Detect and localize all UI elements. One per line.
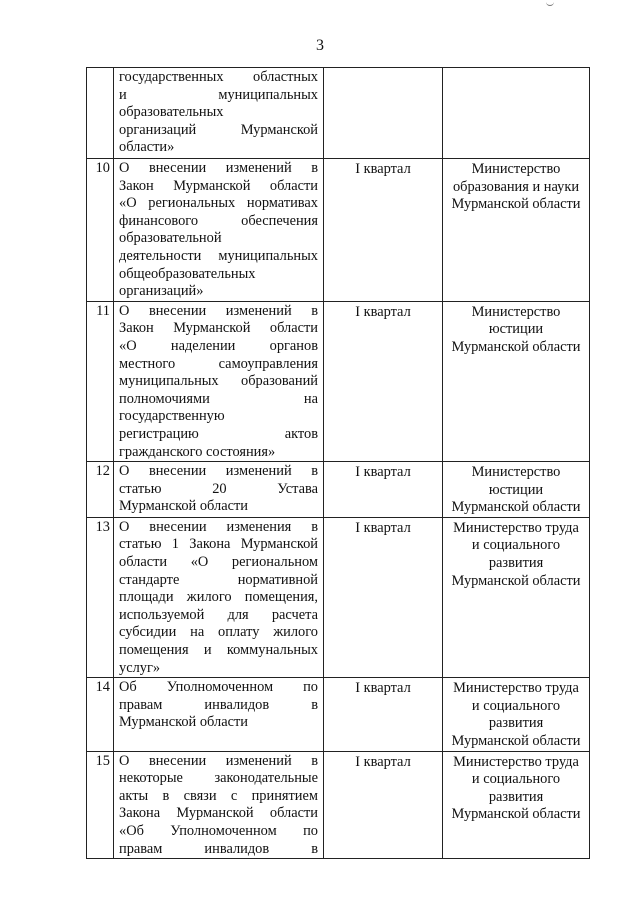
responsible-cell bbox=[443, 678, 590, 751]
bill-title-line: помещения и коммунальных bbox=[119, 642, 318, 659]
bill-title-cell bbox=[114, 678, 324, 751]
bill-title-line: субсидии на оплату жилого bbox=[119, 624, 318, 641]
bill-title-cell bbox=[114, 751, 324, 859]
deadline-cell: I квартал bbox=[324, 678, 443, 751]
legislation-plan-table bbox=[86, 67, 590, 859]
bill-title-cell bbox=[114, 301, 324, 461]
row-number: 15 bbox=[87, 751, 114, 859]
responsible-line: и социального bbox=[471, 697, 561, 714]
bill-title-line: О внесении изменения в bbox=[119, 518, 318, 535]
responsible-line: Министерство труда bbox=[453, 753, 579, 770]
table-row bbox=[87, 678, 590, 751]
bill-title-line: Мурманской области bbox=[119, 714, 248, 731]
table-row bbox=[87, 751, 590, 859]
responsible-line: юстиции bbox=[488, 481, 544, 498]
bill-title-line: образовательных bbox=[119, 104, 224, 121]
responsible-line: юстиции bbox=[488, 321, 544, 338]
bill-title-line: общеобразовательных bbox=[119, 265, 256, 282]
bill-title-line: правам инвалидов в bbox=[119, 696, 318, 713]
page-number: 3 bbox=[316, 37, 324, 54]
table-row bbox=[87, 159, 590, 302]
row-number: 10 bbox=[87, 159, 114, 302]
bill-title-line: О внесении изменений в bbox=[119, 160, 318, 176]
bill-title-line: Закона Мурманской области bbox=[119, 805, 318, 822]
responsible-line: Министерство труда bbox=[453, 680, 579, 697]
row-number: 13 bbox=[87, 517, 114, 677]
bill-title-line: области «О региональном bbox=[119, 554, 318, 571]
bill-title-line: О внесении изменений в bbox=[119, 302, 318, 319]
responsible-cell bbox=[443, 68, 590, 159]
responsible-cell bbox=[443, 517, 590, 677]
responsible-line: Мурманской области bbox=[451, 806, 581, 823]
responsible-cell bbox=[443, 462, 590, 518]
bill-title-line: статью 1 Закона Мурманской bbox=[119, 536, 318, 553]
table-row bbox=[87, 462, 590, 518]
bill-title-line: деятельности муниципальных bbox=[119, 247, 318, 264]
table-row bbox=[87, 68, 590, 159]
responsible-line: и социального bbox=[471, 771, 561, 788]
responsible-line: Мурманской области bbox=[451, 572, 581, 589]
row-number: 12 bbox=[87, 462, 114, 518]
bill-title-line: Закон Мурманской области bbox=[119, 320, 318, 337]
responsible-line: Мурманской области bbox=[451, 196, 581, 213]
deadline-cell: I квартал bbox=[324, 462, 443, 518]
bill-title-line: площади жилого помещения, bbox=[119, 589, 318, 606]
bill-title-line: используемой для расчета bbox=[119, 606, 318, 623]
responsible-line: Министерство bbox=[471, 161, 561, 177]
bill-title-line: акты в связи с принятием bbox=[119, 787, 318, 804]
table-row bbox=[87, 301, 590, 461]
bill-title-line: регистрацию актов bbox=[119, 425, 318, 442]
bill-title-cell bbox=[114, 517, 324, 677]
bill-title-line: Мурманской области bbox=[119, 498, 248, 515]
bill-title-line: государственную bbox=[119, 408, 225, 425]
responsible-line: и социального bbox=[471, 537, 561, 554]
bill-title-line: «О региональных нормативах bbox=[119, 195, 318, 212]
responsible-line: Мурманской области bbox=[451, 733, 581, 749]
bill-title-line: области» bbox=[119, 139, 175, 156]
bill-title-line: «Об Уполномоченном по bbox=[119, 822, 318, 839]
responsible-cell bbox=[443, 159, 590, 302]
bill-title-line: организаций» bbox=[119, 283, 204, 300]
bill-title-line: организаций Мурманской bbox=[119, 121, 318, 138]
bill-title-line: и муниципальных bbox=[119, 86, 318, 103]
row-number bbox=[87, 68, 114, 159]
responsible-line: Министерство bbox=[471, 464, 561, 481]
bill-title-line: муниципальных образований bbox=[119, 373, 318, 390]
bill-title-line: государственных областных bbox=[119, 69, 318, 85]
bill-title-line: Закон Мурманской области bbox=[119, 177, 318, 194]
bill-title-line: О внесении изменений в bbox=[119, 463, 318, 480]
bill-title-line: «О наделении органов bbox=[119, 337, 318, 354]
responsible-line: Мурманской области bbox=[451, 338, 581, 355]
scan-corner-mark bbox=[546, 0, 554, 6]
bill-title-line: статью 20 Устава bbox=[119, 480, 318, 497]
bill-title-cell bbox=[114, 159, 324, 302]
responsible-line: Министерство bbox=[471, 303, 561, 320]
bill-title-cell bbox=[114, 68, 324, 159]
bill-title-line: некоторые законодательные bbox=[119, 770, 318, 787]
responsible-line: Министерство труда bbox=[453, 519, 579, 536]
bill-title-line: образовательной bbox=[119, 230, 222, 247]
responsible-line: образования и науки bbox=[452, 178, 580, 195]
bill-title-line: стандарте нормативной bbox=[119, 571, 318, 588]
deadline-cell: I квартал bbox=[324, 301, 443, 461]
deadline-cell: I квартал bbox=[324, 517, 443, 677]
responsible-line: развития bbox=[488, 555, 544, 572]
responsible-line: развития bbox=[488, 788, 544, 805]
bill-title-line: гражданского состояния» bbox=[119, 443, 276, 460]
bill-title-line: О внесении изменений в bbox=[119, 752, 318, 769]
responsible-line: Мурманской области bbox=[451, 499, 581, 516]
bill-title-line: местного самоуправления bbox=[119, 355, 318, 372]
table-body bbox=[87, 68, 590, 859]
bill-title-line: полномочиями на bbox=[119, 390, 318, 407]
deadline-cell: I квартал bbox=[324, 751, 443, 859]
row-number: 14 bbox=[87, 678, 114, 751]
bill-title-line: правам инвалидов в bbox=[119, 840, 318, 857]
table-row bbox=[87, 517, 590, 677]
row-number: 11 bbox=[87, 301, 114, 461]
bill-title-line: финансового обеспечения bbox=[119, 212, 318, 229]
responsible-line: развития bbox=[488, 715, 544, 732]
bill-title-cell bbox=[114, 462, 324, 518]
deadline-cell: I квартал bbox=[324, 159, 443, 302]
deadline-cell bbox=[324, 68, 443, 159]
bill-title-line: Об Уполномоченном по bbox=[119, 679, 318, 696]
bill-title-line: услуг» bbox=[119, 659, 161, 676]
responsible-cell bbox=[443, 751, 590, 859]
responsible-cell bbox=[443, 301, 590, 461]
